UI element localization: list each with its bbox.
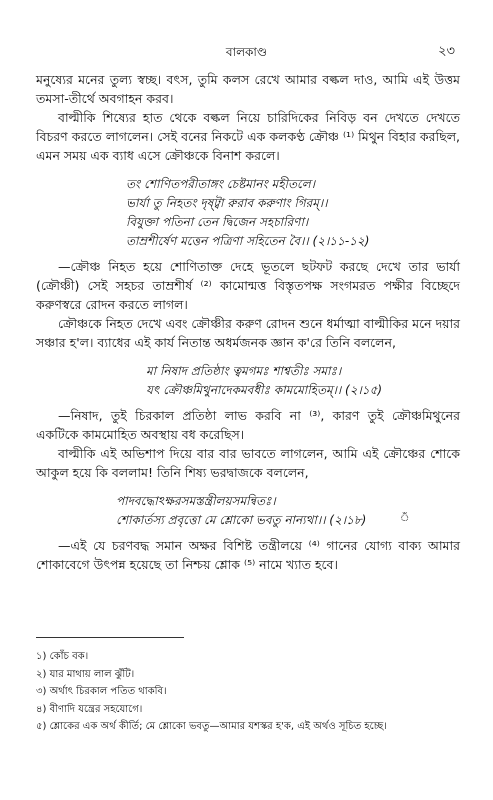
footnote: ৫) শ্লোকের এক অর্থ কীর্তি; মে শ্লোকো ভবতু—আমার যশস্কর হ'ক, এই অর্থও সূচিত হচ্ছে। (36, 721, 387, 732)
footnote: ৩) অর্থাৎ চিরকাল পতিত থাকবি। (36, 686, 167, 697)
page-number: ২৩ (438, 44, 455, 59)
verse-block-2 (146, 362, 460, 400)
footnotes (36, 648, 466, 736)
paragraph-5: —নিষাদ, তুই চিরকাল প্রতিষ্ঠা লাভ করবি না ⁽³⁾, কারণ তুই ক্রৌঞ্চমিথুনের একটিকে কামমোহিত অবস্থায় বধ করেছিস। (36, 408, 460, 442)
verse-line: তং শোণিতপরীতাঙ্গং চেষ্টমানং মহীতলে। (126, 177, 316, 191)
verse-line: শোকার্তস্য প্রবৃত্তো মে শ্লোকো ভবতু নান্যথা।। (২।১৮) (116, 513, 367, 527)
footnote: ৪) বীণাদি যন্ত্রের সহযোগে। (36, 703, 143, 715)
verse-line: মা নিষাদ প্রতিষ্ঠাং ত্বমগমঃ শাশ্বতীঃ সমাঃ। (146, 364, 342, 378)
verse-line: যৎ ক্রৌঞ্চমিথুনাদেকমবধীঃ কামমোহিতম্।। (২।১৫) (146, 383, 383, 397)
paragraph-4: ক্রৌঞ্চকে নিহত দেখে এবং ক্রৌঞ্চীর করুণ রোদন শুনে ধর্মাত্মা বাল্মীকির মনে দয়ার সঞ্চার হ'ল। ব্যাধের এই কার্য নিতান্ত অধর্মজনক জ্ঞান ক'রে তিনি বললেন, (36, 316, 460, 350)
page-body (36, 70, 460, 574)
verse-line: ভার্যা তু নিহতং দৃষ্ট্বা রুরাব করুণাং গিরম্।। (126, 196, 328, 210)
verse-line: পাদবদ্ধোঽক্ষরসমস্তন্ত্রীলয়সমন্বিতঃ। (116, 494, 276, 508)
footnote: ১) কোঁচ বক। (36, 651, 89, 662)
paragraph-7: —এই যে চরণবদ্ধ সমান অক্ষর বিশিষ্ট তন্ত্রীলয়ে ⁽⁴⁾ গানের যোগ্য বাক্য আমার শোকাবেগে উৎপন্ন হয়েছে তা নিশ্চয় শ্লোক ⁽⁵⁾ নামে খ্যাত হবে। (36, 538, 460, 572)
paragraph-2: বাল্মীকি শিষ্যের হাত থেকে বল্কল নিয়ে চারিদিকের নিবিড় বন দেখতে দেখতে বিচরণ করতে লাগলেন। সেই বনের নিকটে এক কলকণ্ঠ ক্রৌঞ্চ ⁽¹⁾ মিথুন বিহার করছিল, এমন সময় এক ব্যাধ এসে ক্রৌঞ্চকে বিনাশ করলে। (36, 110, 460, 163)
paragraph-6: বাল্মীকি এই অভিশাপ দিয়ে বার বার ভাবতে লাগলেন, আমি এই ক্রৌঞ্চের শোকে আকুল হয়ে কি বললাম! তিনি শিষ্য ভরদ্বাজকে বললেন, (36, 446, 460, 480)
footnote-divider (36, 637, 184, 638)
running-header: বালকাণ্ড (225, 45, 268, 59)
verse-line: বিযুক্তা পতিনা তেন দ্বিজেন সহচারিণা। (126, 215, 309, 229)
verse-mark: ঁ (400, 513, 410, 524)
footnote: ২) যার মাথায় লাল ঝুঁটি। (36, 668, 135, 680)
paragraph-3: —ক্রৌঞ্চ নিহত হয়ে শোণিতাক্ত দেহে ভূতলে ছটফট করছে দেখে তার ভার্যা (ক্রৌঞ্চী) সেই সহচর তাম্রশীর্ষ ⁽²⁾ কামোন্মত্ত বিস্তৃতপক্ষ সংগমরত পক্ষীর বিচ্ছেদে করুণস্বরে রোদন করতে লাগল। (36, 259, 460, 312)
verse-line: তাম্রশীর্ষেণ মত্তেন পত্রিণা সহিতেন বৈ।। (২।১১-১২) (126, 234, 370, 248)
verse-block-1 (126, 175, 460, 251)
paragraph-1: মনুষ্যের মনের তুল্য স্বচ্ছ। বৎস, তুমি কলস রেখে আমার বল্কল দাও, আমি এই উত্তম তমসা-তীর্থে অবগাহন করব। (36, 72, 460, 106)
